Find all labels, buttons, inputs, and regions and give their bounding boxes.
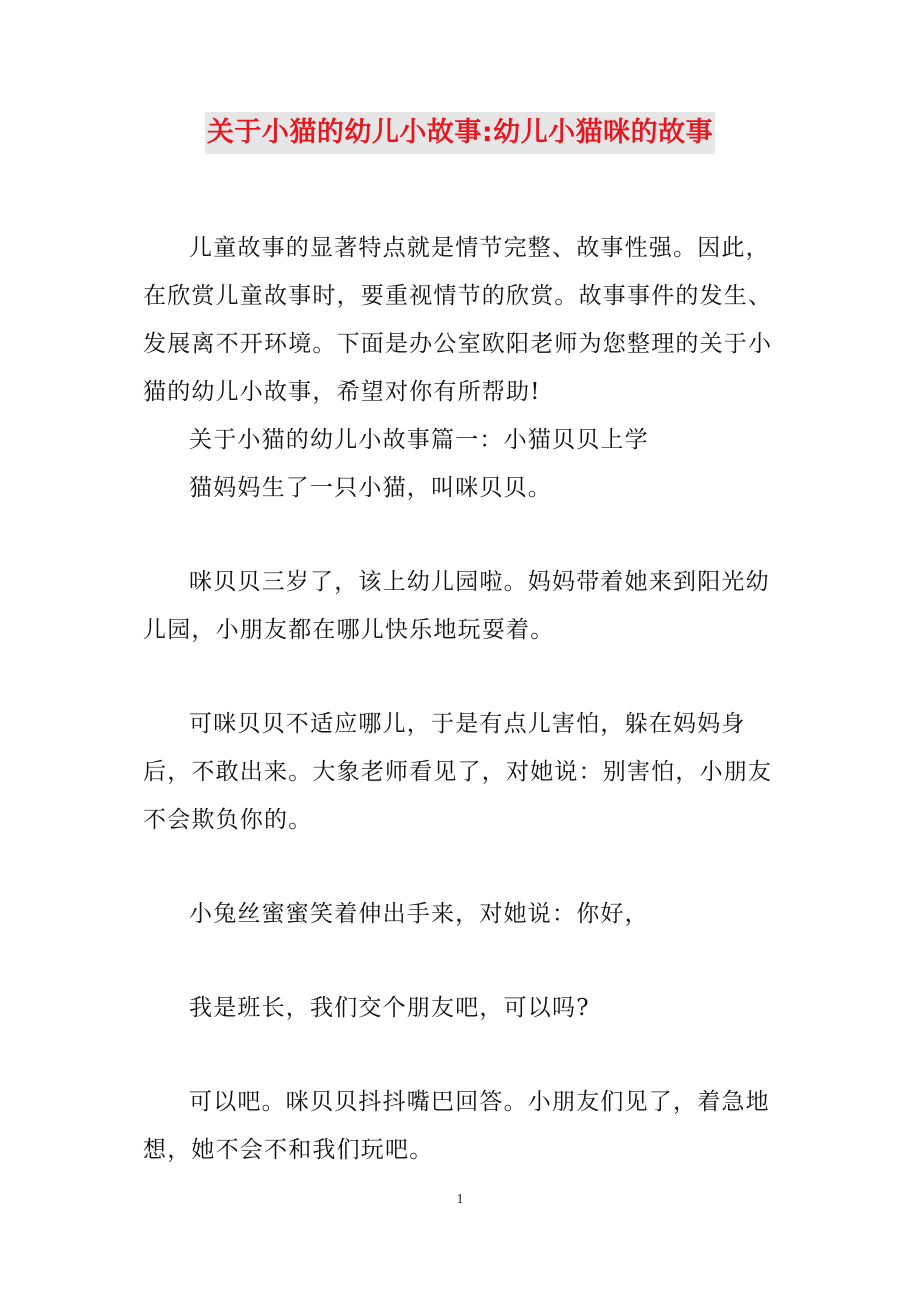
paragraph-gap <box>143 1032 783 1078</box>
paragraph-gap <box>143 654 783 700</box>
page-number: 1 <box>456 1192 464 1207</box>
title-container <box>0 112 920 154</box>
paragraph-story-4: 小兔丝蜜蜜笑着伸出手来，对她说：你好， <box>189 901 649 927</box>
paragraph-story-6: 可以吧。咪贝贝抖抖嘴巴回答。小朋友们见了，着急地想，她不会不和我们玩吧。 <box>143 1089 770 1163</box>
paragraph-story-5: 我是班长，我们交个朋友吧，可以吗? <box>189 995 590 1021</box>
paragraph-gap <box>143 512 783 558</box>
paragraph-story-1: 猫妈妈生了一只小猫，叫咪贝贝。 <box>189 475 552 501</box>
paragraph-story-2: 咪贝贝三岁了，该上幼儿园啦。妈妈带着她来到阳光幼儿园，小朋友都在哪儿快乐地玩耍着。 <box>143 569 770 643</box>
paragraph-gap <box>143 844 783 890</box>
document-body <box>143 224 783 1174</box>
paragraph-story-3: 可咪贝贝不适应哪儿，于是有点儿害怕，躲在妈妈身后，不敢出来。大象老师看见了，对她说：别害怕，小朋友不会欺负你的。 <box>143 711 773 833</box>
paragraph-intro: 儿童故事的显著特点就是情节完整、故事性强。因此，在欣赏儿童故事时，要重视情节的欣赏。故事事件的发生、发展离不开环境。下面是办公室欧阳老师为您整理的关于小猫的幼儿小故事，希望对你有所帮助! <box>143 235 773 405</box>
paragraph-gap <box>143 938 783 984</box>
paragraph-story-heading: 关于小猫的幼儿小故事篇一：小猫贝贝上学 <box>189 427 649 453</box>
document-title: 关于小猫的幼儿小故事:幼儿小猫咪的故事 <box>205 112 715 154</box>
